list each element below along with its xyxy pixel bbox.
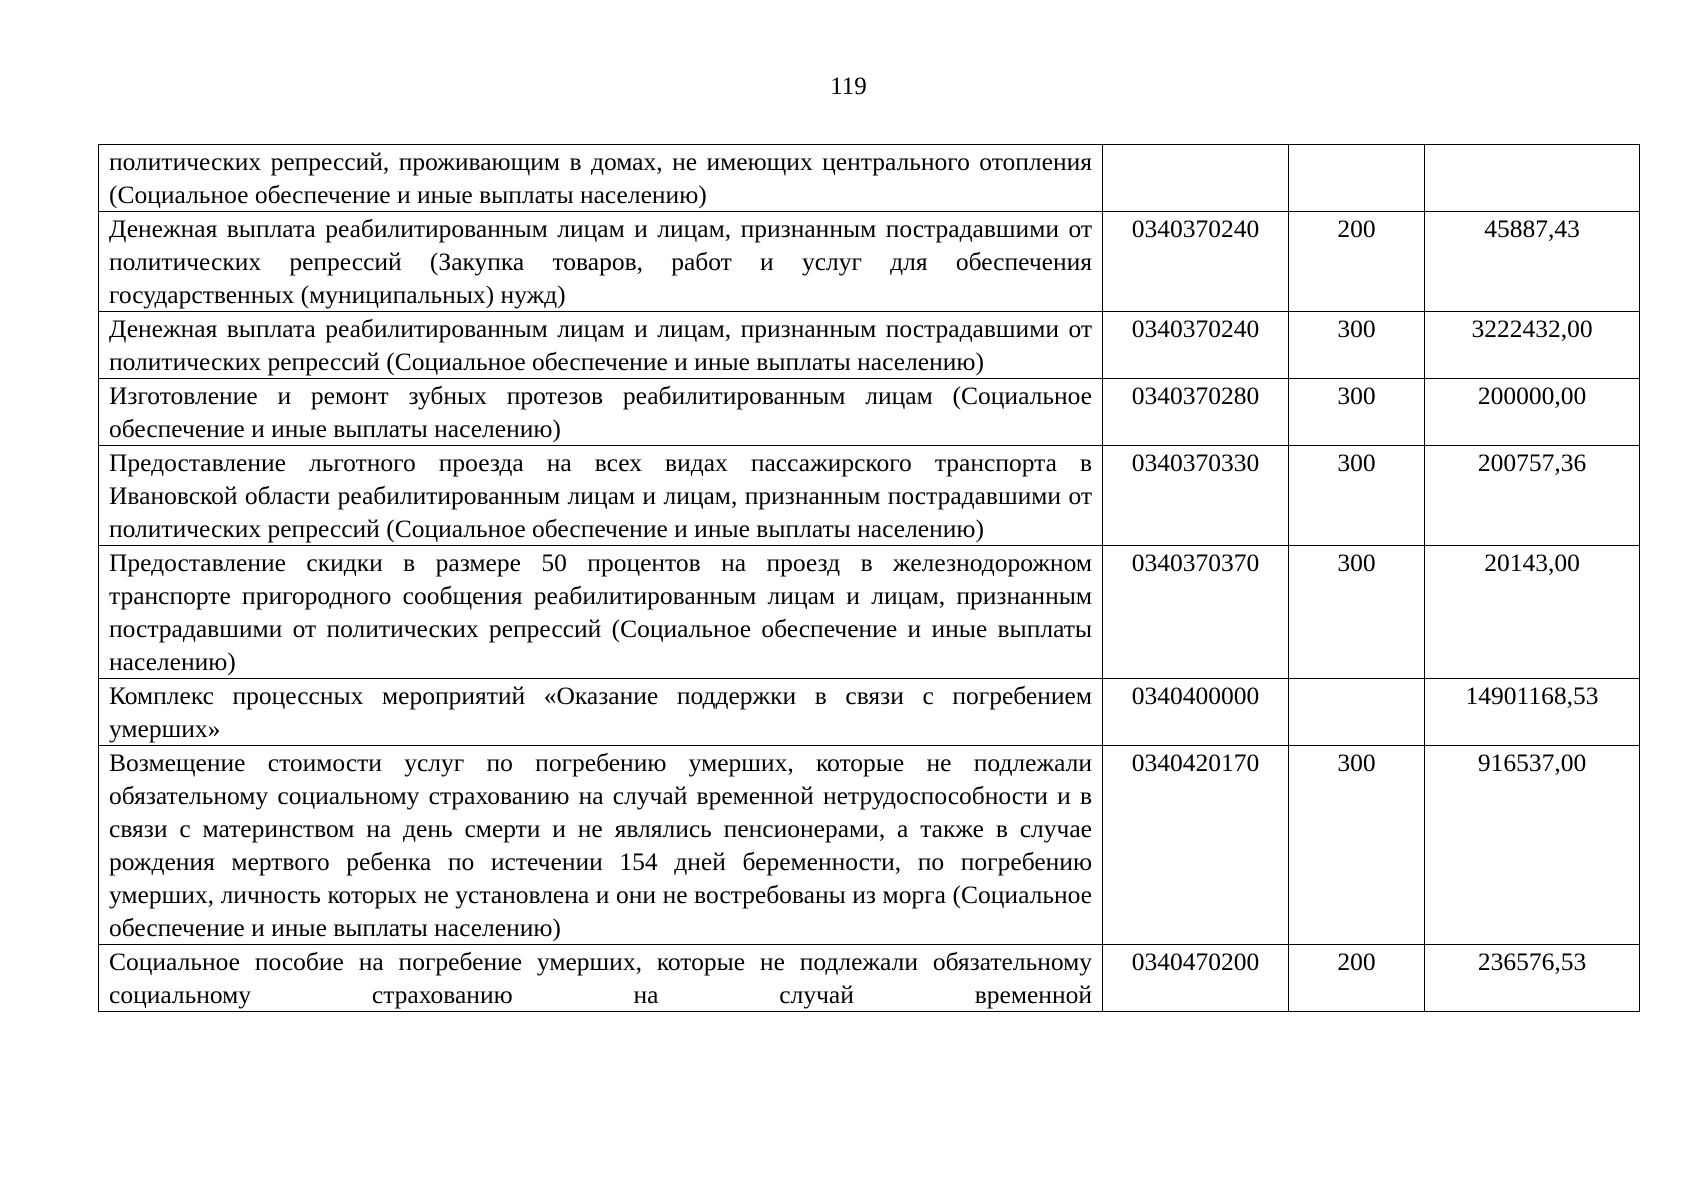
row-target-code: 0340370280 (1103, 379, 1289, 446)
row-target-code: 0340370370 (1103, 546, 1289, 679)
row-amount: 20143,00 (1425, 546, 1640, 679)
row-description: Предоставление скидки в размере 50 процентов на проезд в железнодорожном транспорте пригородного сообщения реабилитированным лицам и лицам, признанным пострадавшими от политических репрессий (Социальное обеспечение и иные выплаты населению) (99, 546, 1103, 679)
row-description: Социальное пособие на погребение умерших, которые не подлежали обязательному социальному страхованию на случай временной (99, 945, 1103, 1012)
table-row (99, 546, 1640, 679)
table-row (99, 679, 1640, 746)
row-amount: 3222432,00 (1425, 312, 1640, 379)
row-amount (1425, 145, 1640, 212)
row-expense-type (1289, 145, 1425, 212)
row-description: Возмещение стоимости услуг по погребению умерших, которые не подлежали обязательному социальному страхованию на случай временной нетрудоспособности и в связи с материнством на день смерти и не являлись пенсионерами, а также в случае рождения мертвого ребенка по истечении 154 дней беременности, по погребению умерших, личность которых не установлена и они не востребованы из морга (Социальное обеспечение и иные выплаты населению) (99, 746, 1103, 945)
row-target-code: 0340370240 (1103, 212, 1289, 312)
row-description: Денежная выплата реабилитированным лицам и лицам, признанным пострадавшими от политических репрессий (Социальное обеспечение и иные выплаты населению) (99, 312, 1103, 379)
table-row (99, 446, 1640, 546)
row-description: Изготовление и ремонт зубных протезов реабилитированным лицам (Социальное обеспечение и иные выплаты населению) (99, 379, 1103, 446)
row-target-code: 0340400000 (1103, 679, 1289, 746)
row-amount: 916537,00 (1425, 746, 1640, 945)
row-amount: 236576,53 (1425, 945, 1640, 1012)
row-description: Денежная выплата реабилитированным лицам и лицам, признанным пострадавшими от политических репрессий (Закупка товаров, работ и услуг для обеспечения государственных (муниципальных) нужд) (99, 212, 1103, 312)
row-target-code: 0340370240 (1103, 312, 1289, 379)
row-expense-type: 200 (1289, 945, 1425, 1012)
row-target-code (1103, 145, 1289, 212)
row-amount: 200757,36 (1425, 446, 1640, 546)
row-expense-type: 200 (1289, 212, 1425, 312)
row-expense-type: 300 (1289, 746, 1425, 945)
table-row (99, 145, 1640, 212)
row-expense-type: 300 (1289, 312, 1425, 379)
row-target-code: 0340420170 (1103, 746, 1289, 945)
row-amount: 45887,43 (1425, 212, 1640, 312)
row-target-code: 0340370330 (1103, 446, 1289, 546)
row-description: политических репрессий, проживающим в домах, не имеющих центрального отопления (Социальное обеспечение и иные выплаты населению) (99, 145, 1103, 212)
row-amount: 200000,00 (1425, 379, 1640, 446)
row-description: Предоставление льготного проезда на всех видах пассажирского транспорта в Ивановской области реабилитированным лицам и лицам, признанным пострадавшими от политических репрессий (Социальное обеспечение и иные выплаты населению) (99, 446, 1103, 546)
row-expense-type: 300 (1289, 446, 1425, 546)
row-expense-type: 300 (1289, 379, 1425, 446)
budget-table (98, 144, 1640, 1012)
row-amount: 14901168,53 (1425, 679, 1640, 746)
row-expense-type: 300 (1289, 546, 1425, 679)
row-target-code: 0340470200 (1103, 945, 1289, 1012)
table-row (99, 312, 1640, 379)
row-description: Комплекс процессных мероприятий «Оказание поддержки в связи с погребением умерших» (99, 679, 1103, 746)
table-row (99, 212, 1640, 312)
table-row (99, 945, 1640, 1012)
table-row (99, 379, 1640, 446)
row-expense-type (1289, 679, 1425, 746)
page-number: 119 (830, 73, 867, 100)
table-row (99, 746, 1640, 945)
